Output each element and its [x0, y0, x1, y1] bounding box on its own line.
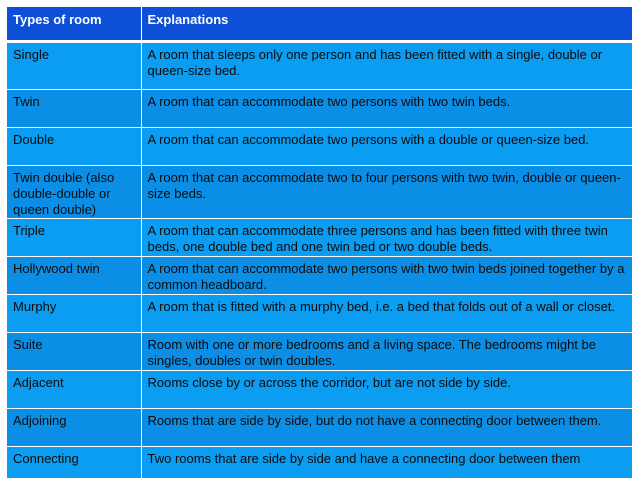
room-type-cell: Single: [7, 42, 141, 90]
explanation-cell: A room that can accommodate three persons and has been fitted with three twin beds, one double bed and one twin bed or two double beds.: [141, 219, 632, 257]
table-row: [7, 257, 632, 295]
table-row: [7, 447, 632, 479]
explanation-cell: A room that can accommodate two to four persons with two twin, double or queen-size beds.: [141, 166, 632, 219]
explanation-cell: Rooms that are side by side, but do not have a connecting door between them.: [141, 409, 632, 447]
room-type-cell: Triple: [7, 219, 141, 257]
table-row: [7, 90, 632, 128]
room-type-cell: Adjoining: [7, 409, 141, 447]
room-types-table-container: [7, 7, 632, 479]
explanation-cell: A room that sleeps only one person and has been fitted with a single, double or queen-size bed.: [141, 42, 632, 90]
column-header-explanations: Explanations: [141, 7, 632, 42]
explanation-cell: A room that is fitted with a murphy bed, i.e. a bed that folds out of a wall or closet.: [141, 295, 632, 333]
explanation-cell: A room that can accommodate two persons with two twin beds.: [141, 90, 632, 128]
table-row: [7, 295, 632, 333]
room-type-cell: Adjacent: [7, 371, 141, 409]
explanation-cell: Two rooms that are side by side and have a connecting door between them: [141, 447, 632, 479]
room-type-cell: Twin: [7, 90, 141, 128]
table-row: [7, 219, 632, 257]
header-row: [7, 7, 632, 42]
table-row: [7, 166, 632, 219]
room-types-table: [7, 7, 632, 479]
explanation-cell: A room that can accommodate two persons with two twin beds joined together by a common headboard.: [141, 257, 632, 295]
room-type-cell: Connecting: [7, 447, 141, 479]
room-type-cell: Hollywood twin: [7, 257, 141, 295]
explanation-cell: A room that can accommodate two persons with a double or queen-size bed.: [141, 128, 632, 166]
table-row: [7, 409, 632, 447]
table-row: [7, 371, 632, 409]
table-row: [7, 128, 632, 166]
table-header: [7, 7, 632, 42]
explanation-cell: Room with one or more bedrooms and a living space. The bedrooms might be singles, doubles or twin doubles.: [141, 333, 632, 371]
room-type-cell: Murphy: [7, 295, 141, 333]
room-type-cell: Suite: [7, 333, 141, 371]
table-row: [7, 42, 632, 90]
explanation-cell: Rooms close by or across the corridor, but are not side by side.: [141, 371, 632, 409]
table-body: [7, 42, 632, 479]
room-type-cell: Twin double (also double-double or queen double): [7, 166, 141, 219]
room-type-cell: Double: [7, 128, 141, 166]
column-header-types-of-room: Types of room: [7, 7, 141, 42]
table-row: [7, 333, 632, 371]
